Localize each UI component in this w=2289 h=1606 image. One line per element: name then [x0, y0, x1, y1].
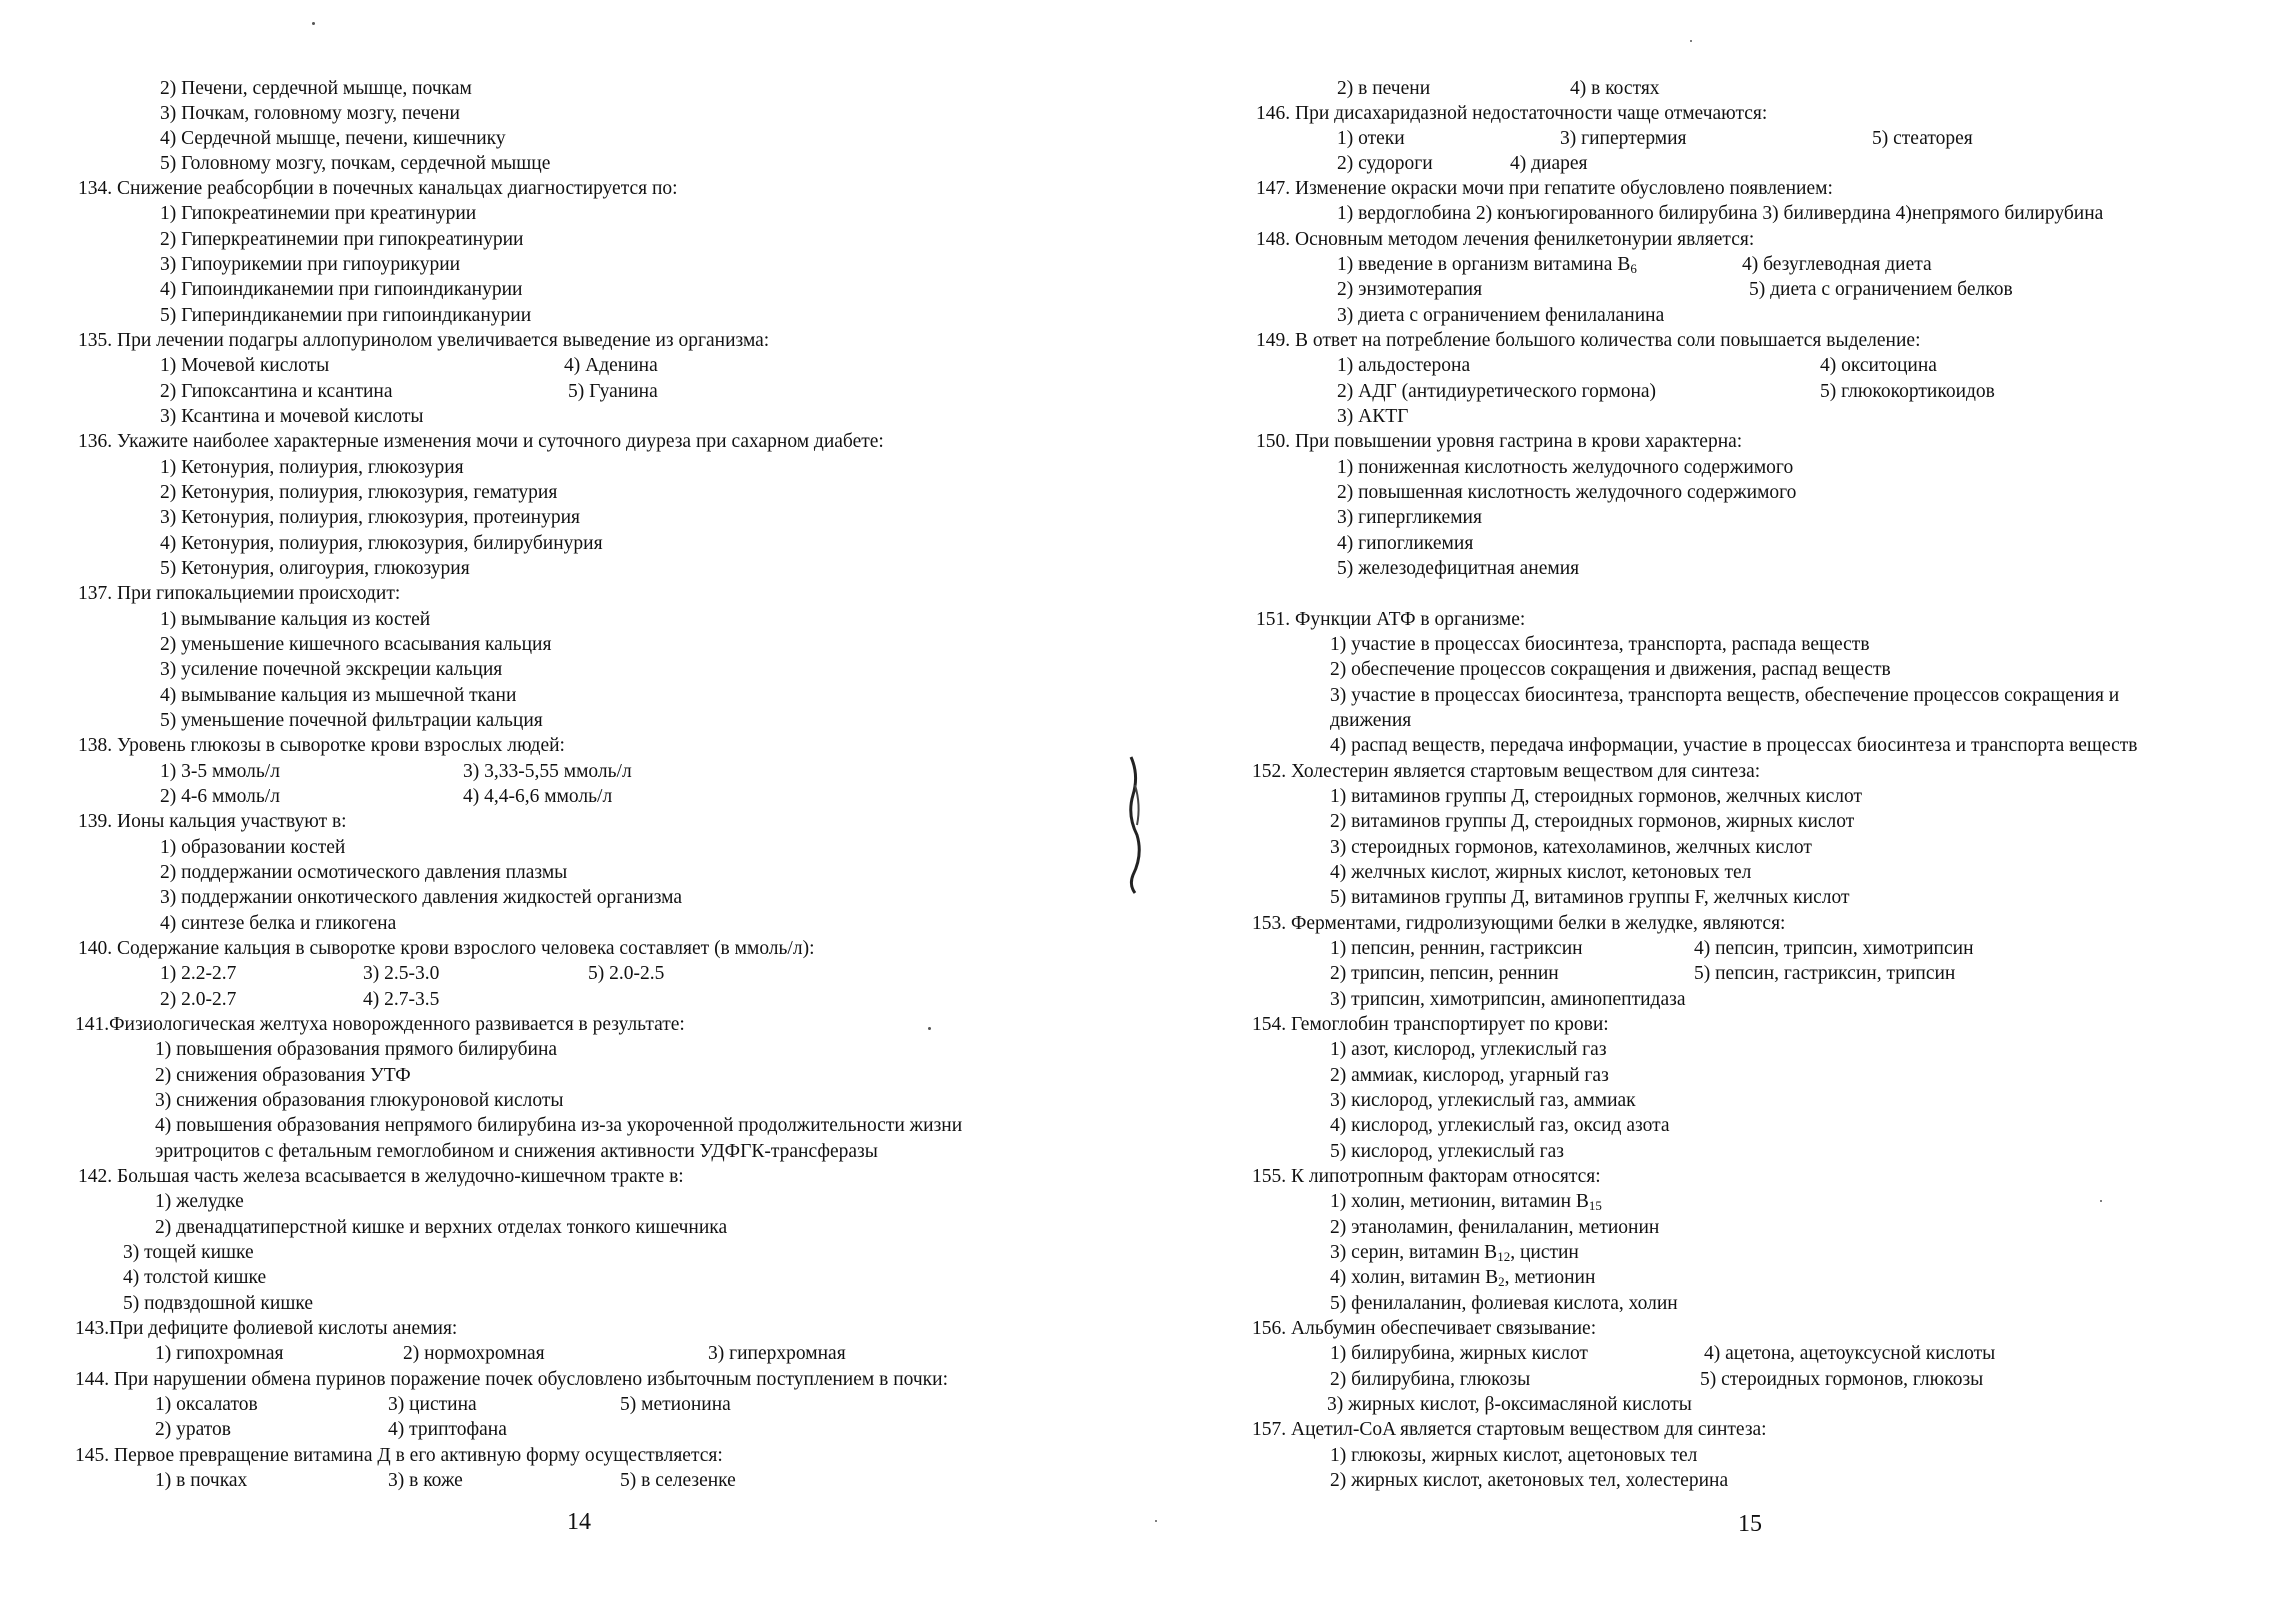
line-text: 1) холин, метионин, витамин В: [1330, 1191, 1589, 1212]
text-line: 3) кислород, углекислый газ, аммиак: [1330, 1090, 1636, 1111]
option: 2) Гипоксантина и ксантина: [160, 381, 393, 402]
text-line: 4) синтезе белка и гликогена: [160, 913, 397, 934]
option: 2) энзимотерапия: [1337, 279, 1483, 300]
option: 3) в коже: [388, 1470, 463, 1491]
option: 4) безуглеводная диета: [1742, 254, 1932, 275]
option: 1) гипохромная: [155, 1343, 284, 1364]
option: 3) 2.5-3.0: [363, 963, 440, 984]
option: 1) оксалатов: [155, 1394, 258, 1415]
question-line: 150. При повышении уровня гастрина в крови характерна:: [1256, 431, 1743, 452]
text-line: 1) вердоглобина 2) конъюгированного билирубина 3) биливердина 4)непрямого билирубина: [1337, 203, 2104, 224]
text-line: 4) желчных кислот, жирных кислот, кетоновых тел: [1330, 862, 1752, 883]
option: 1) 3-5 ммоль/л: [160, 761, 280, 782]
text-line: 2) снижения образования УТФ: [155, 1065, 411, 1086]
option: 1) билирубина, жирных кислот: [1330, 1343, 1588, 1364]
text-line: 5) Головному мозгу, почкам, сердечной мышце: [160, 153, 551, 174]
text-line: 3) стероидных гормонов, катехоламинов, желчных кислот: [1330, 837, 1812, 858]
binding-mark: [1125, 755, 1145, 895]
text-line: эритроцитов с фетальным гемоглобином и снижения активности УДФГК-трансферазы: [155, 1141, 878, 1162]
question-line: 136. Укажите наиболее характерные изменения мочи и суточного диуреза при сахарном диабете:: [78, 431, 884, 452]
question-line: 143.При дефиците фолиевой кислоты анемия:: [75, 1318, 458, 1339]
option: 3) цистина: [388, 1394, 477, 1415]
question-line: 153. Ферментами, гидролизующими белки в желудке, являются:: [1252, 913, 1786, 934]
text-line: 2) витаминов группы Д, стероидных гормонов, жирных кислот: [1330, 811, 1855, 832]
text-line: 5) витаминов группы Д, витаминов группы F, желчных кислот: [1330, 887, 1850, 908]
text-line: 2) Печени, сердечной мышце, почкам: [160, 78, 472, 99]
scan-speck: [312, 22, 315, 25]
question-line: 157. Ацетил-CoA является стартовым веществом для синтеза:: [1252, 1419, 1767, 1440]
text-line: 3) диета с ограничением фенилаланина: [1337, 305, 1665, 326]
option: 2) судороги: [1337, 153, 1433, 174]
option: 2) в печени: [1337, 78, 1431, 99]
question-line: 140. Содержание кальция в сыворотке крови взрослого человека составляет (в ммоль/л):: [78, 938, 815, 959]
text-line: 2) двенадцатиперстной кишке и верхних отделах тонкого кишечника: [155, 1217, 728, 1238]
text-line: 1) глюкозы, жирных кислот, ацетоновых тел: [1330, 1445, 1698, 1466]
text-line: 1) желудке: [155, 1191, 244, 1212]
text-line: 1) участие в процессах биосинтеза, транспорта, распада веществ: [1330, 634, 1870, 655]
option: [1337, 253, 1637, 277]
option: 4) триптофана: [388, 1419, 507, 1440]
text-line: 2) жирных кислот, акетоновых тел, холестерина: [1330, 1470, 1729, 1491]
question-line: 139. Ионы кальция участвуют в:: [78, 811, 347, 832]
scan-speck: [928, 1027, 931, 1030]
scan-speck: [2100, 1200, 2102, 1202]
text-line: 4) вымывание кальция из мышечной ткани: [160, 685, 517, 706]
option: 5) метионина: [620, 1394, 731, 1415]
option: 1) пепсин, реннин, гастриксин: [1330, 938, 1583, 959]
subscript: 15: [1588, 1198, 1602, 1213]
question-line: 149. В ответ на потребление большого количества соли повышается выделение:: [1256, 330, 1921, 351]
option: 1) альдостерона: [1337, 355, 1471, 376]
line-text: 4) холин, витамин В: [1330, 1267, 1499, 1288]
option: 5) пепсин, гастриксин, трипсин: [1694, 963, 1956, 984]
text-line: 5) подвздошной кишке: [123, 1293, 313, 1314]
text-line: 3) снижения образования глюкуроновой кислоты: [155, 1090, 564, 1111]
question-line: 144. При нарушении обмена пуринов поражение почек обусловлено избыточным поступлением в почки:: [75, 1369, 949, 1390]
option: 5) стероидных гормонов, глюкозы: [1700, 1369, 1984, 1390]
question-line: 148. Основным методом лечения фенилкетонурии является:: [1256, 229, 1755, 250]
scan-speck: [1690, 40, 1692, 42]
text-line: 1) повышения образования прямого билирубина: [155, 1039, 558, 1060]
option: 5) Гуанина: [568, 381, 658, 402]
option: 1) отеки: [1337, 128, 1405, 149]
text-line: 3) гипергликемия: [1337, 507, 1482, 528]
option: 1) в почках: [155, 1470, 248, 1491]
text-line: 1) Кетонурия, полиурия, глюкозурия: [160, 457, 464, 478]
option: 4) окситоцина: [1820, 355, 1937, 376]
option: 3) гиперхромная: [708, 1343, 846, 1364]
text-line: 3) трипсин, химотрипсин, аминопептидаза: [1330, 989, 1686, 1010]
question-line: 152. Холестерин является стартовым веществом для синтеза:: [1252, 761, 1761, 782]
text-line: 4) кислород, углекислый газ, оксид азота: [1330, 1115, 1670, 1136]
text-line: [1330, 1241, 1579, 1265]
text-line: 5) Гипериндиканемии при гипоиндиканурии: [160, 305, 532, 326]
question-line: 138. Уровень глюкозы в сыворотке крови взрослых людей:: [78, 735, 565, 756]
text-line: 4) толстой кишке: [123, 1267, 267, 1288]
text-line: 4) гипогликемия: [1337, 533, 1474, 554]
subscript: 2: [1498, 1274, 1505, 1289]
text-line: 2) аммиак, кислород, угарный газ: [1330, 1065, 1609, 1086]
option: 2) билирубина, глюкозы: [1330, 1369, 1531, 1390]
text-line: 2) уменьшение кишечного всасывания кальция: [160, 634, 552, 655]
question-line: 154. Гемоглобин транспортирует по крови:: [1252, 1014, 1609, 1035]
option: 2) нормохромная: [403, 1343, 545, 1364]
text-line: 4) Кетонурия, полиурия, глюкозурия, билирубинурия: [160, 533, 603, 554]
option: 2) 4-6 ммоль/л: [160, 786, 280, 807]
text-line: 1) пониженная кислотность желудочного содержимого: [1337, 457, 1794, 478]
option: 2) трипсин, пепсин, реннин: [1330, 963, 1559, 984]
text-line: 4) Гипоиндиканемии при гипоиндиканурии: [160, 279, 523, 300]
text-line: 5) железодефицитная анемия: [1337, 558, 1580, 579]
text-line: 3) Ксантина и мочевой кислоты: [160, 406, 424, 427]
text-line: 3) Кетонурия, полиурия, глюкозурия, протеинурия: [160, 507, 581, 528]
option: 5) 2.0-2.5: [588, 963, 665, 984]
text-line: 3) участие в процессах биосинтеза, транспорта веществ, обеспечение процессов сокращения и: [1330, 685, 2120, 706]
text-line: 2) Гиперкреатинемии при гипокреатинурии: [160, 229, 524, 250]
option: 4) 2.7-3.5: [363, 989, 440, 1010]
text-line: 3) поддержании онкотического давления жидкостей организма: [160, 887, 683, 908]
text-line: 3) усиление почечной экскреции кальция: [160, 659, 503, 680]
text-line: 5) кислород, углекислый газ: [1330, 1141, 1564, 1162]
page-number: 14: [567, 1509, 591, 1535]
text-line: 3) Почкам, головному мозгу, печени: [160, 103, 460, 124]
question-line: 156. Альбумин обеспечивает связывание:: [1252, 1318, 1597, 1339]
question-line: 151. Функции АТФ в организме:: [1256, 609, 1526, 630]
option: 2) АДГ (антидиуретического гормона): [1337, 381, 1657, 402]
option: 1) 2.2-2.7: [160, 963, 237, 984]
option: 2) 2.0-2.7: [160, 989, 237, 1010]
left-page: [0, 0, 1144, 1606]
text-line: 5) уменьшение почечной фильтрации кальция: [160, 710, 543, 731]
text-line: 5) фенилаланин, фолиевая кислота, холин: [1330, 1293, 1678, 1314]
line-text-tail: , метионин: [1504, 1267, 1596, 1288]
option: 4) в костях: [1570, 78, 1660, 99]
question-line: 141.Физиологическая желтуха новорожденного развивается в результате:: [75, 1014, 685, 1035]
text-line: движения: [1330, 710, 1412, 731]
line-text: 3) серин, витамин В: [1330, 1242, 1498, 1263]
option-text: 1) введение в организм витамина В: [1337, 254, 1631, 275]
question-line: 137. При гипокальциемии происходит:: [78, 583, 401, 604]
option: 5) диета с ограничением белков: [1749, 279, 2013, 300]
option: 5) стеаторея: [1872, 128, 1973, 149]
option: 5) в селезенке: [620, 1470, 736, 1491]
question-line: 147. Изменение окраски мочи при гепатите обусловлено появлением:: [1256, 178, 1833, 199]
text-line: 1) Гипокреатинемии при креатинурии: [160, 203, 477, 224]
text-line: [1330, 1190, 1602, 1214]
question-line: 146. При дисахаридазной недостаточности чаще отмечаются:: [1256, 103, 1768, 124]
text-line: 2) Кетонурия, полиурия, глюкозурия, гематурия: [160, 482, 558, 503]
text-line: 2) этаноламин, фенилаланин, метионин: [1330, 1217, 1660, 1238]
option: 4) пепсин, трипсин, химотрипсин: [1694, 938, 1974, 959]
text-line: 1) вымывание кальция из костей: [160, 609, 431, 630]
text-line: 4) повышения образования непрямого билирубина из-за укороченной продолжительности жизни: [155, 1115, 963, 1136]
text-line: 4) распад веществ, передача информации, участие в процессах биосинтеза и транспорта веществ: [1330, 735, 2138, 756]
text-line: [1330, 1266, 1595, 1290]
text-line: 4) Сердечной мышце, печени, кишечнику: [160, 128, 506, 149]
right-page: [1144, 0, 2289, 1606]
subscript: 12: [1497, 1249, 1511, 1264]
option: 3) гипертермия: [1560, 128, 1687, 149]
text-line: 3) жирных кислот, β-оксимасляной кислоты: [1327, 1394, 1692, 1415]
text-line: 2) обеспечение процессов сокращения и движения, распад веществ: [1330, 659, 1891, 680]
question-line: 135. При лечении подагры аллопуринолом увеличивается выведение из организма:: [78, 330, 770, 351]
text-line: 3) Гипоурикемии при гипоурикурии: [160, 254, 461, 275]
text-line: 3) АКТГ: [1337, 406, 1409, 427]
option: 4) диарея: [1510, 153, 1588, 174]
question-line: 145. Первое превращение витамина Д в его активную форму осуществляется:: [75, 1445, 723, 1466]
text-line: 3) тощей кишке: [123, 1242, 254, 1263]
line-text-tail: , цистин: [1510, 1242, 1579, 1263]
option: 4) Аденина: [564, 355, 658, 376]
text-line: 1) витаминов группы Д, стероидных гормонов, желчных кислот: [1330, 786, 1863, 807]
text-line: 1) азот, кислород, углекислый газ: [1330, 1039, 1607, 1060]
text-line: 5) Кетонурия, олигоурия, глюкозурия: [160, 558, 470, 579]
question-line: 155. К липотропным факторам относятся:: [1252, 1166, 1601, 1187]
page-number: 15: [1738, 1511, 1762, 1537]
question-line: 142. Большая часть железа всасывается в желудочно-кишечном тракте в:: [78, 1166, 684, 1187]
question-line: 134. Снижение реабсорбции в почечных канальцах диагностируется по:: [78, 178, 678, 199]
subscript: 6: [1630, 261, 1637, 276]
option: 3) 3,33-5,55 ммоль/л: [463, 761, 632, 782]
option: 4) 4,4-6,6 ммоль/л: [463, 786, 613, 807]
option: 4) ацетона, ацетоуксусной кислоты: [1704, 1343, 1996, 1364]
option: 5) глюкокортикоидов: [1820, 381, 1995, 402]
option: 1) Мочевой кислоты: [160, 355, 330, 376]
scan-speck: [1155, 1520, 1157, 1522]
text-line: 2) поддержании осмотического давления плазмы: [160, 862, 568, 883]
text-line: 2) повышенная кислотность желудочного содержимого: [1337, 482, 1797, 503]
text-line: 1) образовании костей: [160, 837, 346, 858]
option: 2) уратов: [155, 1419, 231, 1440]
